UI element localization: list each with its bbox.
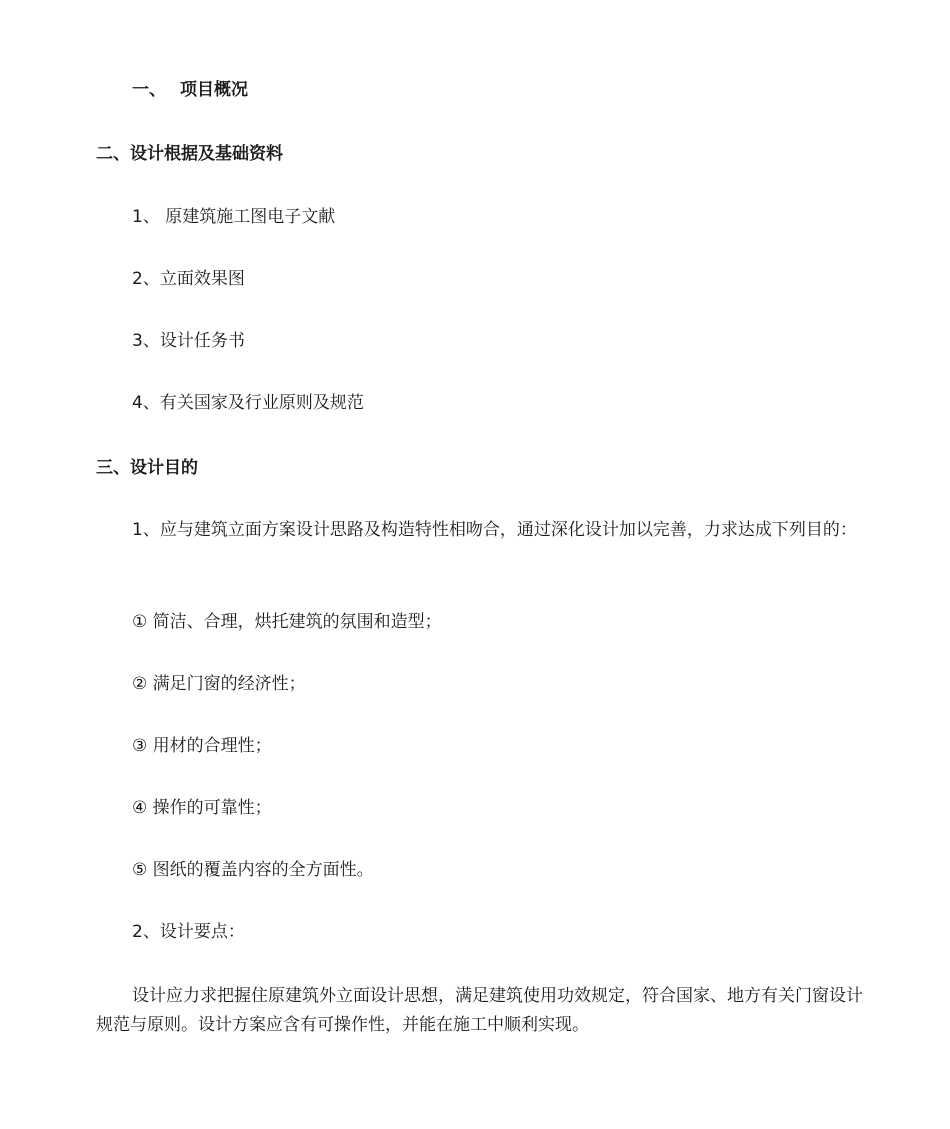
design-points-heading: 2、设计要点： (132, 922, 245, 942)
list-item: 1、 原建筑施工图电子文献 (132, 207, 336, 227)
goal-item: ② 满足门窗的经济性； (132, 674, 306, 694)
goal-item: ③ 用材的合理性； (132, 736, 272, 756)
goal-item: ① 简洁、合理，烘托建筑的氛围和造型； (132, 612, 442, 632)
goal-item: ④ 操作的可靠性； (132, 798, 272, 818)
list-item: 3、设计任务书 (132, 331, 245, 351)
section-1-number: 一、 (132, 80, 166, 100)
section-2-heading: 二、设计根据及基础资料 (96, 144, 283, 164)
section-3-heading: 三、设计目的 (96, 458, 198, 478)
list-item: 2、立面效果图 (132, 269, 245, 289)
section-1-title: 项目概况 (180, 80, 248, 100)
section-3-intro: 1、应与建筑立面方案设计思路及构造特性相吻合，通过深化设计加以完善，力求达成下列目的： (132, 520, 857, 540)
goal-item: ⑤ 图纸的覆盖内容的全方面性。 (132, 860, 374, 880)
design-points-text: 设计应力求把握住原建筑外立面设计思想，满足建筑使用功效规定，符合国家、地方有关门窗设计规范与原则。设计方案应含有可操作性，并能在施工中顺利实现。 (96, 986, 863, 1035)
list-item: 4、有关国家及行业原则及规范 (132, 393, 364, 413)
section-1-heading (132, 77, 248, 103)
